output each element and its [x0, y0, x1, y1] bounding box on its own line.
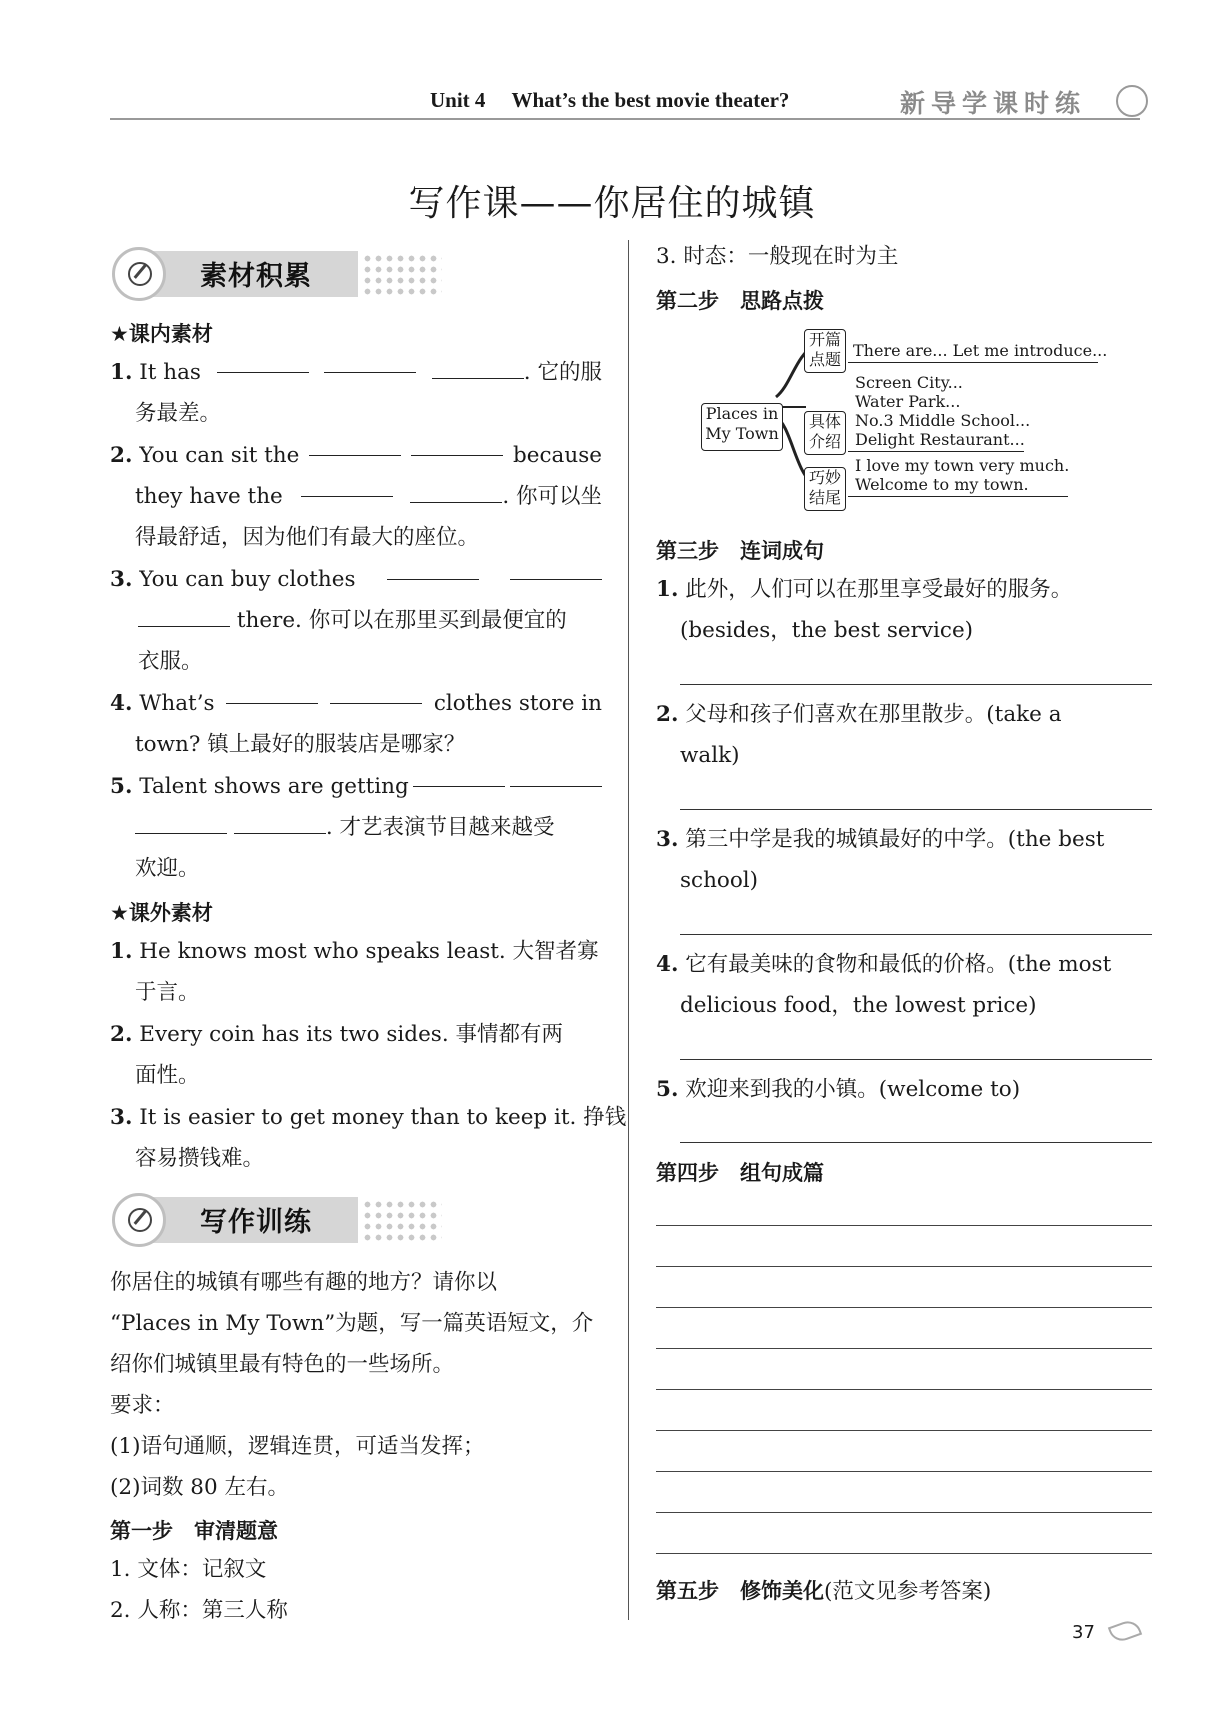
step5-heading: 第五步 修饰美化(范文见参考答案) [656, 1579, 992, 1604]
exercise-3-line1: 3. You can buy clothes [110, 559, 602, 600]
in-class-heading: ★课内素材 [110, 322, 213, 346]
prompt-line-3: 绍你们城镇里最有特色的一些场所。 [110, 1352, 455, 1377]
banner-label: 素材积累 [200, 261, 312, 292]
blank[interactable] [413, 766, 505, 787]
blank[interactable] [510, 766, 602, 787]
sentence-2-line1: 2. 父母和孩子们喜欢在那里散步。(take a [656, 702, 1062, 727]
requirement-1: (1)语句通顺，逻辑连贯，可适当发挥； [110, 1434, 485, 1459]
exercise-5-line1: 5. Talent shows are getting [110, 766, 602, 807]
page-title: 写作课——你居住的城镇 [408, 183, 816, 224]
mind-map-underline [848, 496, 1068, 497]
blank[interactable] [387, 559, 479, 580]
exercise-3-line2: there. 你可以在那里买到最便宜的 [138, 600, 567, 641]
column-divider [628, 240, 629, 1620]
step3-heading: 第三步 连词成句 [656, 539, 824, 563]
banner-label: 写作训练 [200, 1207, 312, 1238]
brand-logo-text: 新导学课时练 [900, 89, 1087, 118]
exercise-5-line3: 欢迎。 [135, 856, 200, 881]
banner-dot-pattern [362, 253, 442, 295]
sentence-2-line2: walk) [680, 743, 740, 768]
writing-line[interactable] [656, 1553, 1152, 1554]
mind-map-underline [848, 362, 1098, 363]
step4-heading: 第四步 组句成篇 [656, 1161, 824, 1185]
mind-map-branch-details: 具体 介绍 [804, 411, 846, 455]
answer-line[interactable] [680, 1142, 1152, 1143]
exercise-5-line2: . 才艺表演节目越来越受 [135, 807, 555, 848]
sentence-4-line2: delicious food，the lowest price) [680, 993, 1037, 1018]
blank[interactable] [135, 813, 227, 834]
prompt-line-1: 你居住的城镇有哪些有趣的地方？请你以 [110, 1270, 498, 1295]
mind-map-branch-opening: 开篇 点题 [804, 329, 846, 373]
writing-line[interactable] [656, 1266, 1152, 1267]
section-banner-materials [112, 247, 442, 301]
sentence-3-line2: school) [680, 868, 759, 893]
proverb-2-line2: 面性。 [135, 1063, 200, 1088]
blank[interactable] [309, 435, 401, 456]
blank[interactable] [411, 435, 503, 456]
exercise-2-line2: they have the . 你可以坐 [135, 476, 602, 517]
blank[interactable] [324, 352, 416, 373]
exercise-3-line3: 衣服。 [138, 649, 203, 674]
step1-item-1: 1. 文体：记叙文 [110, 1557, 267, 1582]
sentence-3-line1: 3. 第三中学是我的城镇最好的中学。(the best [656, 827, 1105, 852]
mind-map-underline [848, 451, 1024, 452]
running-header [430, 88, 789, 113]
step1-item-3: 3. 时态：一般现在时为主 [656, 244, 899, 269]
unit-label: Unit 4 [430, 88, 486, 112]
banner-dot-pattern [362, 1199, 442, 1241]
swirl-icon [1116, 85, 1148, 117]
pencil-icon [128, 1208, 152, 1232]
exercise-2-line3: 得最舒适，因为他们有最大的座位。 [135, 525, 480, 550]
extra-heading: ★课外素材 [110, 901, 213, 925]
mind-map-text: Delight Restaurant... [855, 430, 1025, 449]
leaf-icon [1108, 1617, 1142, 1644]
writing-line[interactable] [656, 1348, 1152, 1349]
writing-line[interactable] [656, 1512, 1152, 1513]
step1-item-2: 2. 人称：第三人称 [110, 1598, 288, 1623]
requirement-2: (2)词数 80 左右。 [110, 1475, 289, 1500]
mind-map-text: Water Park... [855, 392, 961, 411]
exercise-4-line2: town? 镇上最好的服装店是哪家？ [135, 732, 466, 757]
page-number: 37 [1072, 1622, 1095, 1643]
blank[interactable] [301, 476, 393, 497]
writing-line[interactable] [656, 1307, 1152, 1308]
blank[interactable] [226, 683, 318, 704]
sentence-4-line1: 4. 它有最美味的食物和最低的价格。(the most [656, 952, 1112, 977]
step1-heading: 第一步 审清题意 [110, 1519, 278, 1543]
exercise-2-line1: 2. You can sit the because [110, 435, 602, 476]
writing-line[interactable] [656, 1471, 1152, 1472]
step2-heading: 第二步 思路点拨 [656, 289, 824, 313]
answer-line[interactable] [680, 684, 1152, 685]
writing-line[interactable] [656, 1389, 1152, 1390]
mind-map-text: I love my town very much. [855, 456, 1070, 475]
proverb-3-line2: 容易攒钱难。 [135, 1146, 265, 1171]
banner-badge [112, 247, 166, 301]
proverb-1-line2: 于言。 [135, 980, 200, 1005]
blank[interactable] [330, 683, 422, 704]
sentence-5-line1: 5. 欢迎来到我的小镇。(welcome to) [656, 1077, 1021, 1102]
requirements-heading: 要求： [110, 1393, 175, 1418]
mind-map-center: Places in My Town [701, 403, 783, 451]
blank[interactable] [138, 606, 230, 627]
mind-map-text: No.3 Middle School... [855, 411, 1031, 430]
sentence-1-line2: (besides，the best service) [680, 618, 974, 643]
exercise-1-line1: 1. It has . 它的服 [110, 352, 602, 393]
unit-title: What’s the best movie theater? [511, 88, 790, 112]
prompt-line-2: “Places in My Town”为题，写一篇英语短文，介 [110, 1311, 594, 1336]
answer-line[interactable] [680, 809, 1152, 810]
blank[interactable] [217, 352, 309, 373]
blank[interactable] [410, 482, 502, 503]
mind-map-text: There are... Let me introduce... [853, 341, 1108, 360]
sentence-1-line1: 1. 此外，人们可以在那里享受最好的服务。 [656, 577, 1073, 602]
header-rule [110, 118, 1140, 120]
mind-map-text: Welcome to my town. [855, 475, 1029, 494]
blank[interactable] [432, 358, 524, 379]
section-banner-writing [112, 1193, 442, 1247]
proverb-2-line1: 2. Every coin has its two sides. 事情都有两 [110, 1022, 563, 1047]
exercise-1-line2: 务最差。 [135, 401, 222, 426]
proverb-1-line1: 1. He knows most who speaks least. 大智者寡 [110, 939, 599, 964]
proverb-3-line1: 3. It is easier to get money than to keep it. 挣钱 [110, 1105, 627, 1130]
writing-line[interactable] [656, 1225, 1152, 1226]
banner-badge [112, 1193, 166, 1247]
mind-map-text: Screen City... [855, 373, 963, 392]
blank[interactable] [510, 559, 602, 580]
mind-map [656, 325, 1126, 525]
answer-line[interactable] [680, 1059, 1152, 1060]
mind-map-branch-ending: 巧妙 结尾 [804, 467, 846, 511]
exercise-4-line1: 4. What’s clothes store in [110, 683, 602, 724]
answer-line[interactable] [680, 934, 1152, 935]
blank[interactable] [234, 813, 326, 834]
writing-line[interactable] [656, 1430, 1152, 1431]
pencil-icon [128, 262, 152, 286]
